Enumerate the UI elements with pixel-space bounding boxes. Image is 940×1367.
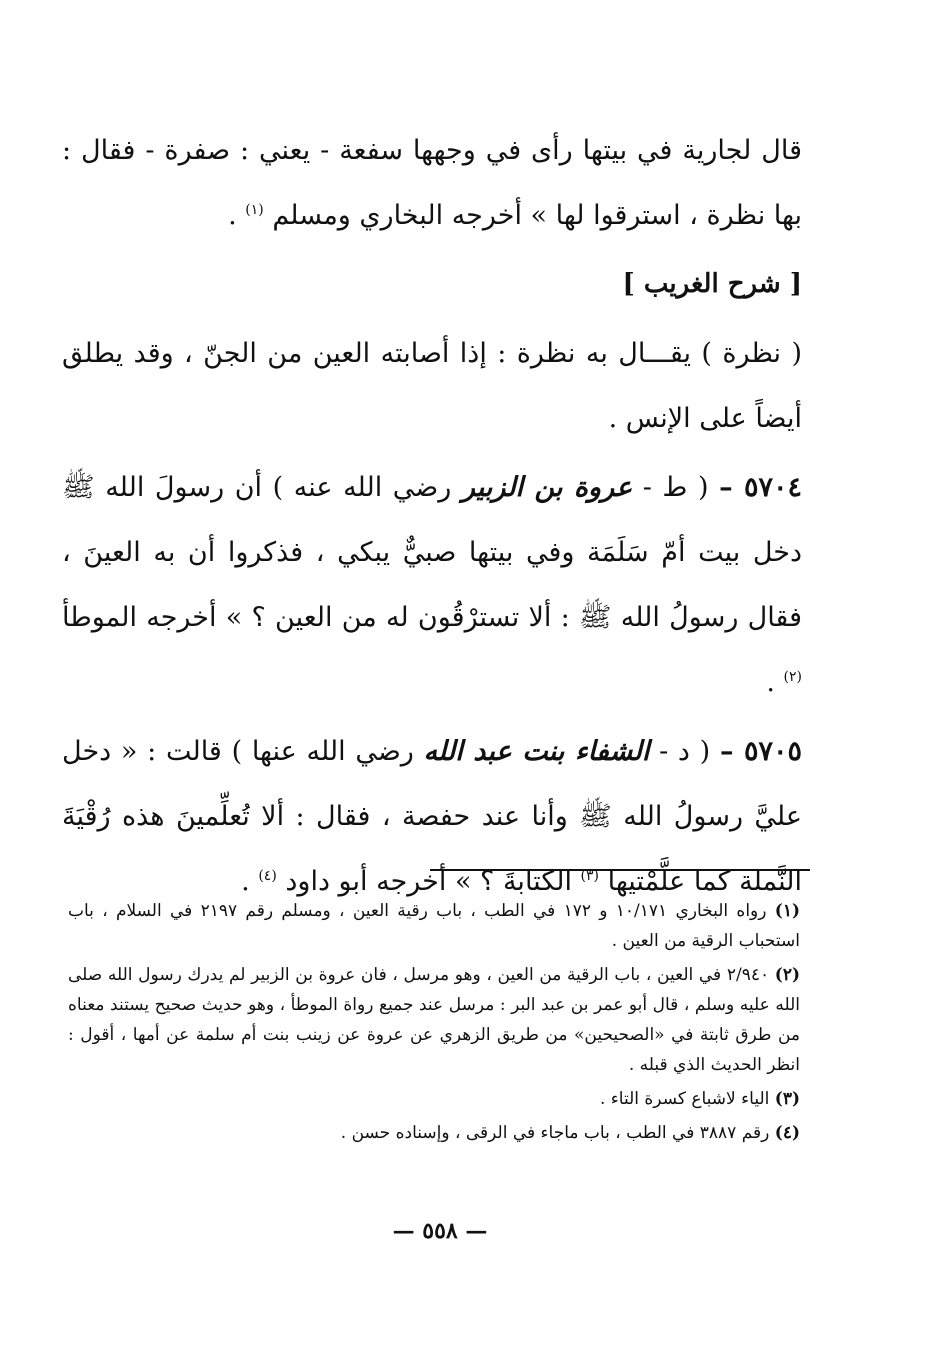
paragraph-continuation — [62, 118, 802, 248]
page-number: — ٥٥٨ — — [392, 1218, 488, 1244]
footnote-divider — [430, 869, 810, 871]
footnote-number: (٤) — [774, 1123, 800, 1143]
footnote-number: (١) — [774, 901, 801, 921]
footnote-3 — [68, 1084, 800, 1114]
narrator-name: عروة بن الزبير — [461, 472, 633, 503]
hadith-end: . — [241, 866, 259, 897]
footnote-4 — [68, 1118, 800, 1148]
footnote-ref-2[interactable]: (٢) — [783, 669, 802, 685]
footnote-2 — [68, 960, 800, 1080]
hadith-5705 — [62, 719, 802, 914]
hadith-end: . — [766, 667, 784, 698]
footnote-ref-4[interactable]: (٤) — [258, 868, 277, 884]
footnote-text: ٢/٩٤٠ في العين ، باب الرقية من العين ، وهو مرسل ، فان عروة بن الزبير لم يدرك رسول الله صلى الله عليه وسلم ، قال أبو عمر بن عبد البر : مرسل عند جميع رواة الموطأ ، وهو حديث صحيح يستند معناه من طرق ثابتة في «الصحيحين» من طريق الزهري عن عروة عن زينب بنت أم سلمة عن أمها ، أقول : انظر الحديث الذي قبله . — [68, 965, 800, 1075]
narrator-close: رضي الله عنها ) — [221, 736, 424, 767]
hadith-5704 — [62, 455, 802, 715]
footnote-ref-1[interactable]: (١) — [245, 202, 264, 218]
paragraph-text: قال لجارية في بيتها رأى في وجهها سفعة - يعني : صفرة - فقال : بها نظرة ، استرقوا لها » أخرجه البخاري ومسلم — [62, 135, 802, 231]
footnote-1 — [68, 896, 800, 956]
footnotes — [68, 896, 800, 1152]
paragraph-end: . — [228, 200, 246, 231]
hadith-text: أن رسولَ الله ﷺ دخل بيت أمّ سَلَمَة وفي بيتها صبيٌّ يبكي ، فذكروا أن به العينَ ، فقال رسولُ الله ﷺ : ألا تسترْقُون له من العين ؟ » أخرجه الموطأ — [62, 472, 802, 633]
hadith-text-part1: قالت : « دخل عليَّ رسولُ الله ﷺ وأنا عند حفصة ، فقال : ألا تُعلِّمينَ هذه رُقْيَةَ النَّملة كما علَّمْتيها — [62, 736, 802, 897]
footnote-number: (٣) — [774, 1089, 800, 1109]
sharh-text: ( نظرة ) يقـــال به نظرة : إذا أصابته العين من الجنّ ، وقد يطلق أيضاً على الإنس . — [62, 338, 802, 434]
footnote-ref-3[interactable]: (٣) — [580, 868, 600, 884]
footnote-number: (٢) — [774, 965, 800, 985]
hadith-number: ٥٧٠٥ – — [719, 736, 802, 767]
main-text — [62, 118, 802, 914]
narrator-close: رضي الله عنه ) — [262, 472, 462, 503]
hadith-text-part2: الكتابةَ ؟ » أخرجه أبو داود — [285, 866, 581, 897]
hadith-number: ٥٧٠٤ – — [719, 472, 802, 503]
narrator-open: ( ط - — [632, 472, 720, 503]
narrator-name: الشفاء بنت عبد الله — [423, 736, 650, 767]
footnote-text: رواه البخاري ١٠/١٧١ و ١٧٢ في الطب ، باب رقية العين ، ومسلم رقم ٢١٩٧ في السلام ، باب استحباب الرقية من العين . — [68, 901, 800, 951]
footnote-text: رقم ٣٨٨٧ في الطب ، باب ماجاء في الرقى ، وإسناده حسن . — [340, 1123, 770, 1143]
narrator-open: ( د - — [649, 736, 720, 767]
footnote-text: الياء لاشباع كسرة التاء . — [599, 1089, 770, 1109]
sharh-heading: [ شرح الغريب ] — [622, 269, 802, 299]
